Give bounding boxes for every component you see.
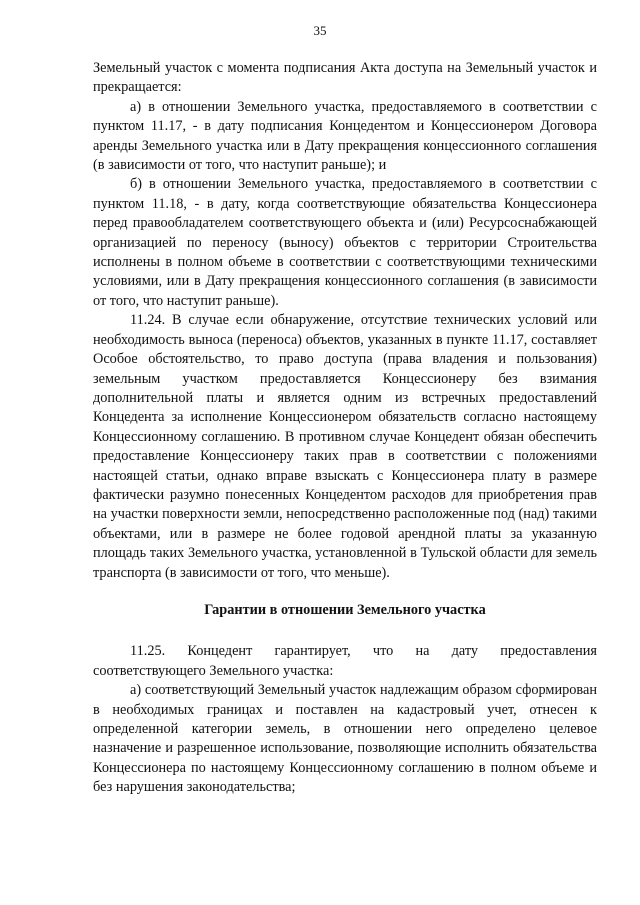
section-heading-land-guarantees: Гарантии в отношении Земельного участка: [204, 601, 486, 618]
document-body: [93, 59, 597, 798]
paragraph-land-access-end: Земельный участок с момента подписания Акта доступа на Земельный участок и прекращается:: [93, 60, 597, 96]
page-number: 35: [313, 23, 327, 38]
paragraph-11-25: 11.25. Концедент гарантирует, что на дату предоставления соответствующего Земельного участка:: [93, 643, 597, 679]
paragraph-11-24: 11.24. В случае если обнаружение, отсутствие технических условий или необходимость выноса (переноса) объектов, указанных в пункте 11.17, составляет Особое обстоятельство, то право доступа (права владения и пользования) земельным участком предоставляется Концессионеру без взимания дополнительной платы и является одним из встречных предоставлений Концедента за исполнение Концессионером обязательств согласно настоящему Концессионному соглашению. В противном случае Концедент обязан обеспечить предоставление Концессионеру таких прав в соответствии с положениями настоящей статьи, однако вправе взыскать с Концессионера плату в размере фактически разумно понесенных Концедентом расходов для приобретения прав на участки поверхности земли, непосредственно расположенные под (над) такими объектами, или в размере не более годовой арендной платы за указанную площадь таких Земельного участка, установленной в Тульской области для земель транспорта (в зависимости от того, что меньше).: [93, 312, 597, 581]
paragraph-11-25-a: а) соответствующий Земельный участок надлежащим образом сформирован в необходимых границах и поставлен на кадастровый учет, отнесен к определенной категории земель, в отношении него определено целевое назначение и разрешенное использование, позволяющие исполнить обязательства Концессионера по настоящему Концессионному соглашению в полном объеме и без нарушения законодательства;: [93, 682, 597, 796]
paragraph-clause-b-11-18: б) в отношении Земельного участка, предоставляемого в соответствии с пунктом 11.18, - в дату, когда соответствующие обязательства Концессионера перед правообладателем соответствующего объекта и (или) Ресурсоснабжающей организацией по переносу (выносу) объектов с территории Строительства исполнены в полном объеме в соответствии с соответствующими техническими условиями, или в Дату прекращения концессионного соглашения (в зависимости от того, что наступит раньше).: [93, 176, 597, 309]
paragraph-clause-a-11-17: а) в отношении Земельного участка, предоставляемого в соответствии с пунктом 11.17, - в дату подписания Концедентом и Концессионером Договора аренды Земельного участка или в Дату прекращения концессионного соглашения (в зависимости от того, что наступит раньше); и: [93, 98, 597, 174]
